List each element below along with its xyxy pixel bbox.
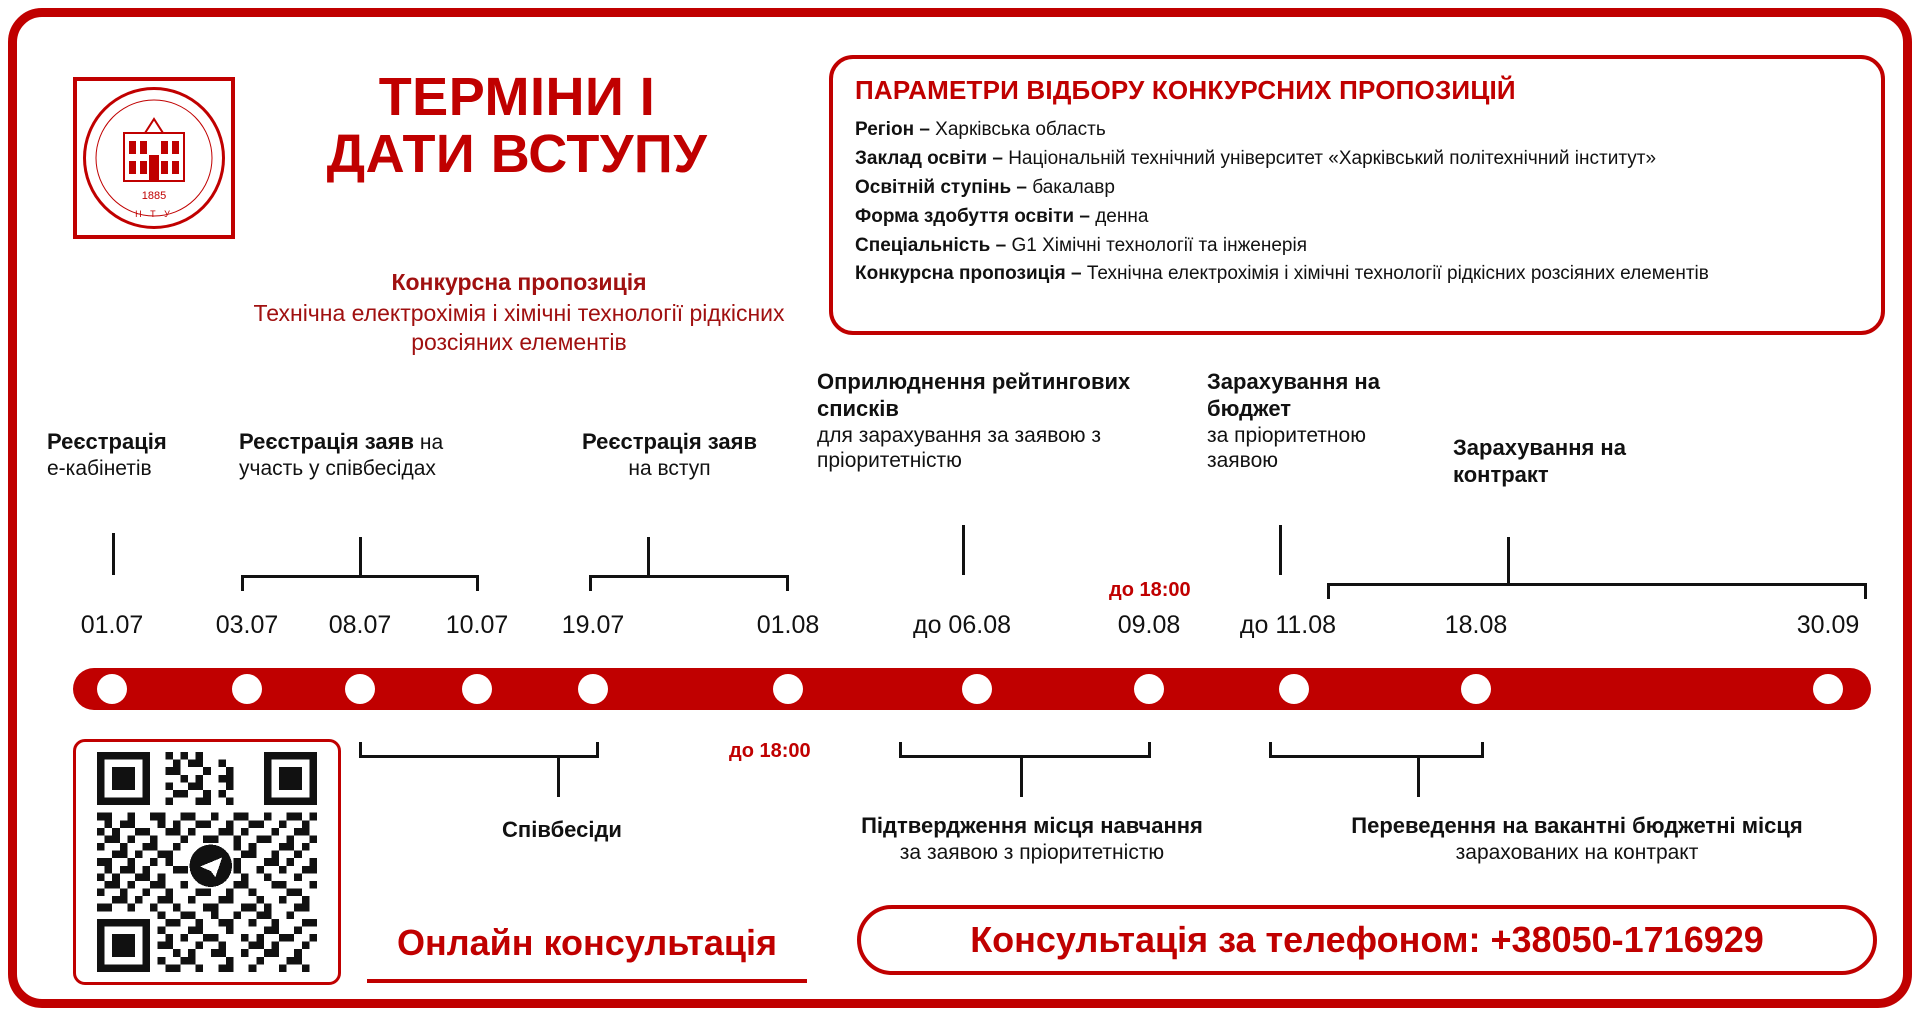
connector-stem	[1020, 755, 1023, 797]
date-label: до 11.08	[1239, 611, 1337, 639]
param-value: бакалавр	[1032, 176, 1115, 198]
time-note-1800-bottom: до 18:00	[729, 740, 811, 762]
page-title	[267, 69, 767, 183]
connector-bracket	[1269, 743, 1484, 758]
timeline-node	[1461, 674, 1491, 704]
event-label-rating-lists	[817, 369, 1137, 474]
param-label: Освітній ступінь –	[855, 176, 1027, 198]
title-line-2: ДАТИ ВСТУПУ	[326, 124, 708, 185]
event-sub: на участь у співбесідах	[239, 431, 444, 480]
ntu-kpi-logo	[73, 77, 235, 239]
date-label: 03.07	[215, 611, 279, 639]
connector-bracket	[899, 743, 1151, 758]
event-label-confirm-study-place	[817, 813, 1247, 865]
event-title: Переведення на вакантні бюджетні місця	[1351, 813, 1803, 838]
param-label: Заклад освіти –	[855, 147, 1003, 169]
date-label: 01.07	[80, 611, 144, 639]
event-title: Оприлюднення рейтингових списків	[817, 369, 1131, 421]
event-title: Зарахування на бюджет	[1207, 369, 1380, 421]
event-label-interviews	[437, 817, 687, 844]
param-label: Конкурсна пропозиція –	[855, 263, 1082, 285]
param-row	[855, 260, 1859, 289]
logo-bottom-text: Н Т У	[135, 209, 173, 219]
event-title: Реєстрація заяв	[239, 429, 415, 454]
event-label-admission-applications	[552, 429, 787, 481]
date-label: 30.09	[1796, 611, 1860, 639]
param-value: Технічна електрохімія і хімічні технології рідкісних розсіяних елементів	[1086, 263, 1709, 285]
param-row	[855, 116, 1859, 145]
timeline-node	[1279, 674, 1309, 704]
online-consultation-label[interactable]: Онлайн консультація	[397, 922, 777, 963]
event-label-budget-enrollment	[1207, 369, 1412, 474]
date-label: 10.07	[445, 611, 509, 639]
param-row	[855, 203, 1859, 232]
timeline-node	[97, 674, 127, 704]
timeline-node	[773, 674, 803, 704]
date-label: до 06.08	[913, 611, 1011, 639]
event-label-interview-applications	[239, 429, 509, 481]
event-title: Зарахування на контракт	[1453, 435, 1626, 487]
event-sub: на вступ	[628, 456, 711, 480]
connector-stem	[1507, 537, 1510, 585]
connector-stem	[112, 533, 115, 575]
connector-bracket	[241, 575, 479, 590]
phone-consultation-banner[interactable]: Консультація за телефоном: +38050-1716929	[857, 905, 1877, 975]
param-row	[855, 232, 1859, 261]
connector-bracket	[1327, 583, 1867, 598]
param-row	[855, 174, 1859, 203]
event-title: Співбесіди	[502, 817, 622, 842]
param-label: Спеціальність –	[855, 234, 1007, 256]
timeline-node	[462, 674, 492, 704]
event-sub: зарахованих на контракт	[1455, 840, 1699, 864]
event-sub: е-кабінетів	[47, 456, 152, 480]
connector-stem	[1279, 525, 1282, 575]
connector-bracket	[589, 575, 789, 590]
timeline-node	[232, 674, 262, 704]
date-label: 19.07	[561, 611, 625, 639]
offer-label: Конкурсна пропозиція	[391, 269, 647, 295]
event-title: Підтвердження місця навчання	[861, 813, 1203, 838]
logo-emblem-icon	[77, 81, 231, 235]
timeline-node	[1813, 674, 1843, 704]
connector-bracket	[359, 743, 599, 758]
connector-stem	[1417, 755, 1420, 797]
timeline-node	[345, 674, 375, 704]
event-label-contract-enrollment	[1453, 435, 1673, 489]
params-title: ПАРАМЕТРИ ВІДБОРУ КОНКУРСНИХ ПРОПОЗИЦІЙ	[855, 75, 1516, 105]
timeline-node	[578, 674, 608, 704]
selection-params-box	[829, 55, 1885, 335]
connector-stem	[962, 525, 965, 575]
param-label: Регіон –	[855, 119, 930, 140]
title-line-1: ТЕРМІНИ І	[378, 67, 656, 127]
param-value: Харківська область	[935, 119, 1106, 140]
offer-name: Технічна електрохімія і хімічні технології рідкісних розсіяних елементів	[253, 300, 785, 356]
connector-stem	[647, 537, 650, 577]
qr-code[interactable]	[73, 739, 341, 985]
date-label: 01.08	[756, 611, 820, 639]
event-title: Реєстрація	[47, 429, 167, 454]
event-sub: за заявою з пріоритетністю	[899, 840, 1165, 864]
poster-frame	[8, 8, 1912, 1008]
param-value: G1 Хімічні технології та інженерія	[1011, 234, 1307, 256]
event-label-transfer-to-budget	[1287, 813, 1867, 865]
param-row	[855, 145, 1859, 174]
param-label: Форма здобуття освіти –	[855, 205, 1090, 227]
timeline-node	[962, 674, 992, 704]
event-sub: за пріоритетною заявою	[1207, 423, 1366, 473]
event-sub: для зарахування за заявою з пріоритетністю	[817, 423, 1102, 473]
param-value: денна	[1095, 205, 1149, 227]
date-label: 09.08	[1117, 611, 1181, 639]
date-label: 08.07	[328, 611, 392, 639]
connector-stem	[557, 755, 560, 797]
logo-year-text: 1885	[141, 190, 167, 202]
qr-code-icon	[86, 752, 328, 972]
date-label: 18.08	[1444, 611, 1508, 639]
event-title: Реєстрація заяв	[581, 429, 758, 454]
event-label-registration-cabinets	[47, 429, 207, 481]
param-value: Національній технічний університет «Харківський політехнічний інститут»	[1008, 147, 1657, 169]
online-underline	[367, 979, 807, 983]
time-note-1800-top: до 18:00	[1109, 579, 1191, 601]
connector-stem	[359, 537, 362, 577]
timeline-node	[1134, 674, 1164, 704]
